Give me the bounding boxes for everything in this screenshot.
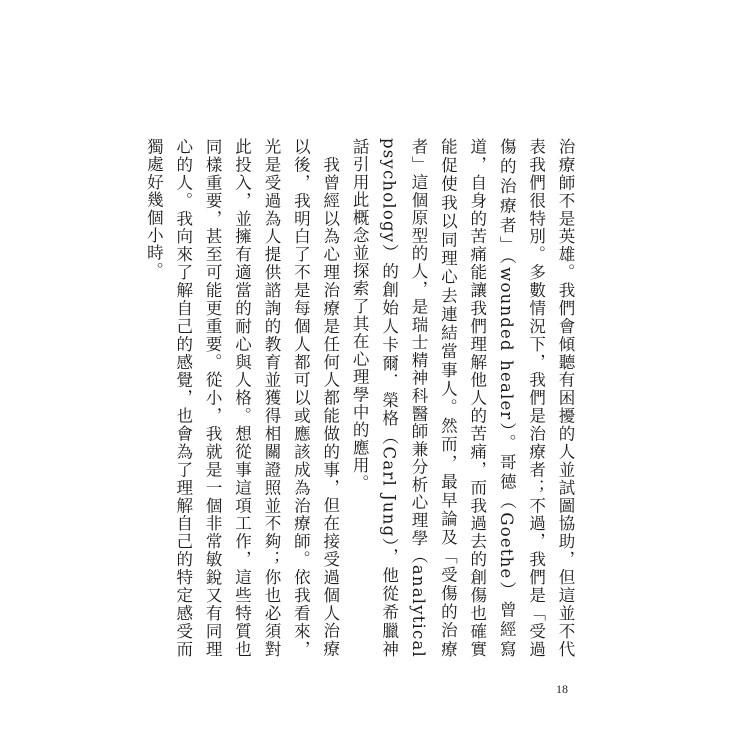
- body-text: [144, 138, 580, 658]
- paragraph-1: 治療師不是英雄。我們會傾聽有困擾的人並試圖協助，但這並不代表我們很特別。多數情況下，我們是治療者；不過，我們是「受過傷的治療者」（wounded healer）。哥德（Goethe）曾經寫道，自身的苦痛能讓我們理解他人的苦痛，而我過去的創傷也確實能促使我以同理心去連結當事人。然而，最早論及「受傷的治療者」這個原型的人，是瑞士精神科醫師兼分析心理學（analytical psychology）的創始人卡爾．榮格（Carl Jung），他從希臘神話引用此概念並探索了其在心理學中的應用。: [350, 138, 575, 658]
- paragraph-2: 我曾經以為心理治療是任何人都能做的事，但在接受過個人治療以後，我明白了不是每個人都可以或應該成為治療師。依我看來，光是受過為人提供諮詢的教育並獲得相關證照並不夠；你也必須對此投入，並擁有適當的耐心與人格。想從事這項工作，這些特質也同樣重要，甚至可能更重要。從小，我就是一個非常敏銳又有同理心的人。我向來了解自己的感覺，也會為了理解自己的特定感受而獨處好幾個小時。: [144, 138, 340, 658]
- page-number: 18: [556, 682, 568, 696]
